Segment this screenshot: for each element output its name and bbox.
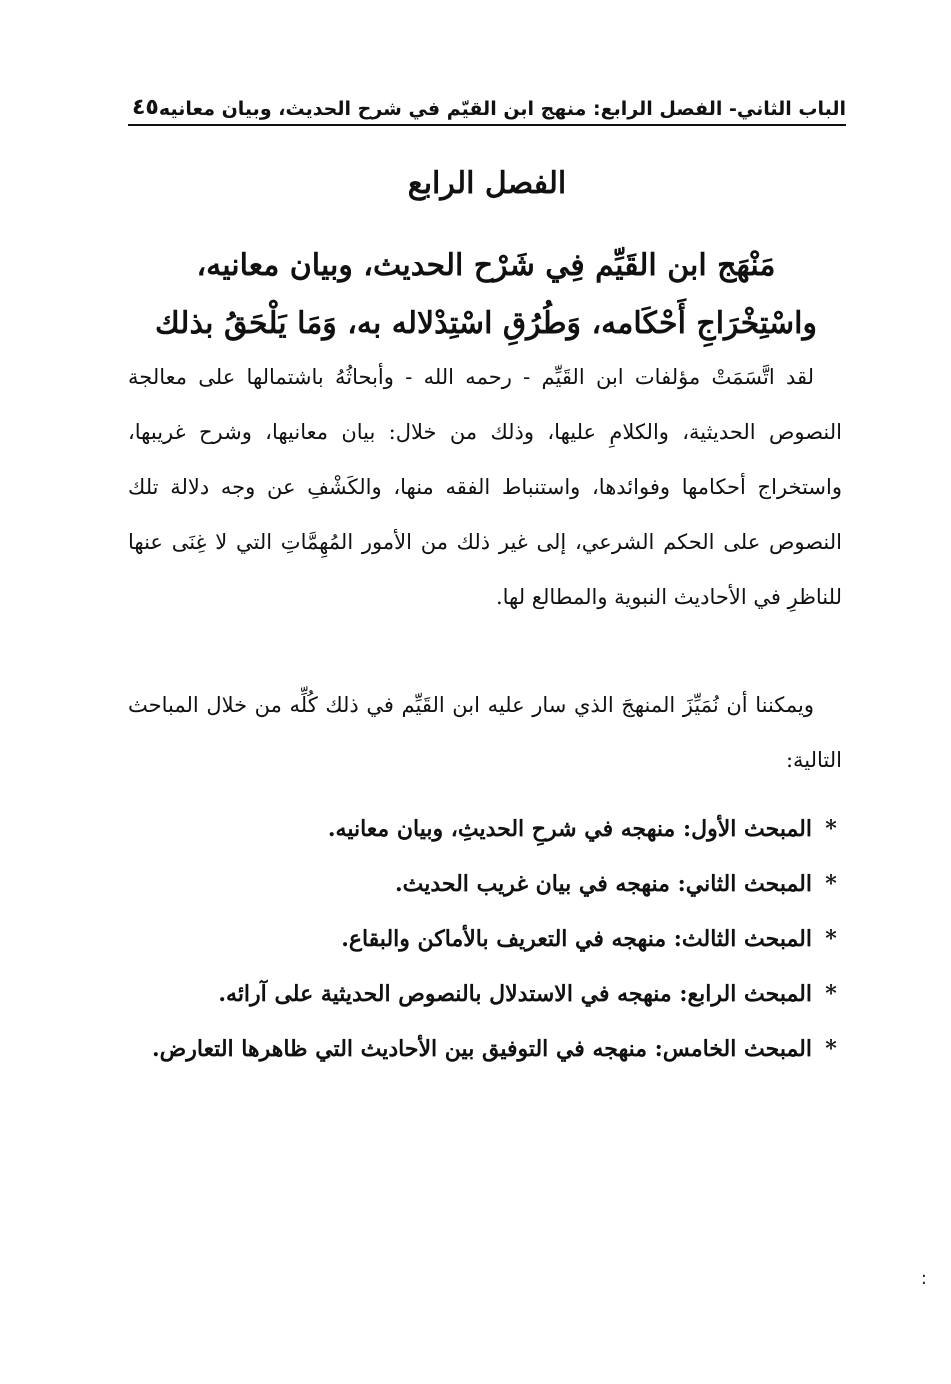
running-header-title: الباب الثاني- الفصل الرابع: منهج ابن القيّم في شرح الحديث، وبيان معانيه: [158, 98, 846, 120]
asterisk-icon: *: [825, 1036, 837, 1062]
asterisk-icon: *: [825, 926, 837, 952]
margin-mark: :: [920, 1268, 927, 1289]
section-item-second: [128, 857, 842, 912]
section-item-first: [128, 802, 842, 857]
section-item-fifth: [128, 1022, 842, 1077]
asterisk-icon: *: [825, 981, 837, 1007]
asterisk-icon: *: [825, 816, 837, 842]
asterisk-icon: *: [825, 871, 837, 897]
section-item-fourth: [128, 967, 842, 1022]
sections-list: [128, 802, 842, 1077]
method-paragraph: ويمكننا أن نُمَيِّزَ المنهجَ الذي سار عليه ابن القَيِّم في ذلك كُلِّه من خلال المباحث التالية:: [128, 693, 842, 772]
section-item-third: [128, 912, 842, 967]
section-item-text: المبحث الأول: منهجه في شرحِ الحديثِ، وبيان معانيه.: [327, 816, 812, 842]
section-item-text: المبحث الثاني: منهجه في بيان غريب الحديث.: [394, 871, 812, 897]
running-header: [128, 86, 846, 126]
chapter-title: مَنْهَج ابن القَيِّم فِي شَرْح الحديث، وبيان معانيه، واسْتِخْرَاجِ أَحْكَامه، وَطُرُقِ اسْتِدْلاله به، وَمَا يَلْحَقُ بذلك: [155, 247, 817, 341]
section-item-text: المبحث الخامس: منهجه في التوفيق بين الأحاديث التي ظاهرها التعارض.: [151, 1036, 812, 1062]
section-item-text: المبحث الرابع: منهجه في الاستدلال بالنصوص الحديثية على آرائه.: [218, 981, 812, 1007]
section-item-text: المبحث الثالث: منهجه في التعريف بالأماكن والبقاع.: [341, 926, 812, 952]
chapter-label: الفصل الرابع: [407, 166, 567, 202]
intro-paragraph: لقد اتَّسَمَتْ مؤلفات ابن القَيِّم - رحمه الله - وأبحاثُهُ باشتمالها على معالجة النصوص الحديثية، والكلامِ عليها، وذلك من خلال: بيان معانيها، وشرح غريبها، واستخراج أحكامها وفوائدها، واستنباط الفقه منها، والكَشْفِ عن وجه دلالة تلك النصوص على الحكم الشرعي، إلى غير ذلك من الأمور المُهِمَّاتِ التي لا غِنَى عنها للناظرِ في الأحاديث النبوية والمطالع لها.: [128, 365, 842, 609]
page-number: ٤٥: [132, 95, 159, 120]
